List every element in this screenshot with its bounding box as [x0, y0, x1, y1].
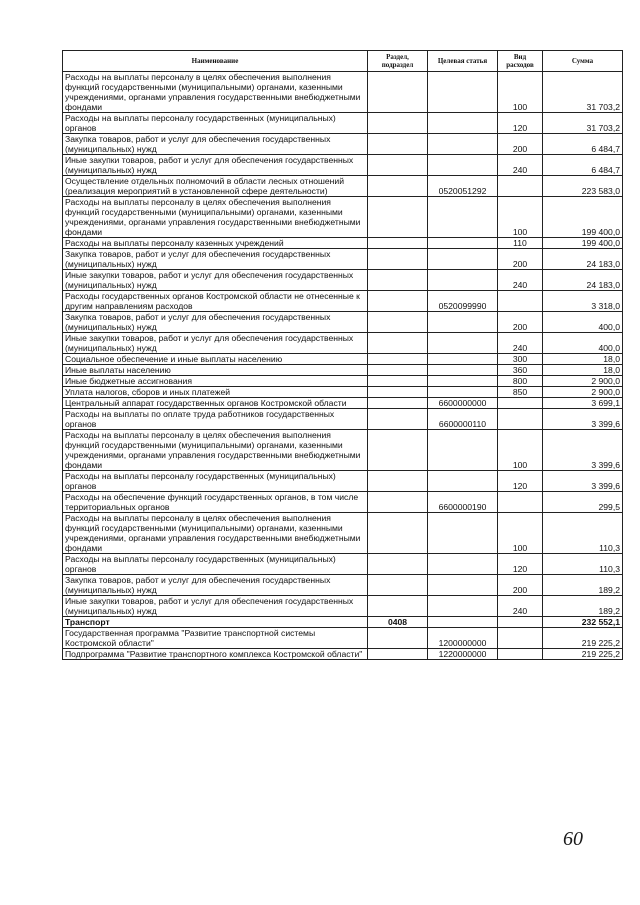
- cell-type: [498, 409, 543, 430]
- cell-target: [428, 155, 498, 176]
- cell-type: 110: [498, 238, 543, 249]
- table-row: [63, 575, 623, 596]
- header-target: Целевая статья: [428, 51, 498, 72]
- cell-sum: 400,0: [543, 333, 623, 354]
- cell-target: [428, 387, 498, 398]
- cell-target: [428, 554, 498, 575]
- cell-type: 360: [498, 365, 543, 376]
- cell-razdel: [368, 596, 428, 617]
- cell-sum: 189,2: [543, 575, 623, 596]
- cell-sum: 400,0: [543, 312, 623, 333]
- cell-sum: 18,0: [543, 365, 623, 376]
- cell-type: 240: [498, 155, 543, 176]
- cell-name: Расходы на выплаты персоналу в целях обеспечения выполнения функций государственными (муниципальными) органами, казенными учреждениями, органами управления государственными внебюджетными фондами: [63, 197, 368, 238]
- cell-target: 0520051292: [428, 176, 498, 197]
- cell-type: 100: [498, 430, 543, 471]
- cell-sum: 6 484,7: [543, 134, 623, 155]
- cell-sum: 2 900,0: [543, 387, 623, 398]
- cell-sum: 199 400,0: [543, 197, 623, 238]
- cell-type: [498, 398, 543, 409]
- cell-target: [428, 354, 498, 365]
- cell-type: [498, 492, 543, 513]
- cell-type: 800: [498, 376, 543, 387]
- table-row: [63, 155, 623, 176]
- cell-target: [428, 113, 498, 134]
- table-row: [63, 649, 623, 660]
- cell-razdel: [368, 398, 428, 409]
- table-row: [63, 398, 623, 409]
- table-row: [63, 596, 623, 617]
- cell-target: [428, 596, 498, 617]
- table-row: [63, 387, 623, 398]
- cell-target: 1200000000: [428, 628, 498, 649]
- cell-razdel: [368, 354, 428, 365]
- cell-target: [428, 376, 498, 387]
- cell-type: 100: [498, 513, 543, 554]
- cell-razdel: [368, 430, 428, 471]
- cell-name: Социальное обеспечение и иные выплаты населению: [63, 354, 368, 365]
- cell-sum: 31 703,2: [543, 113, 623, 134]
- cell-name: Расходы на выплаты персоналу государственных (муниципальных) органов: [63, 554, 368, 575]
- cell-sum: 18,0: [543, 354, 623, 365]
- cell-sum: 223 583,0: [543, 176, 623, 197]
- cell-name: Иные закупки товаров, работ и услуг для обеспечения государственных (муниципальных) нужд: [63, 596, 368, 617]
- header-row: [63, 51, 623, 72]
- table-row: [63, 333, 623, 354]
- cell-razdel: [368, 471, 428, 492]
- cell-name: Иные закупки товаров, работ и услуг для обеспечения государственных (муниципальных) нужд: [63, 155, 368, 176]
- cell-razdel: [368, 134, 428, 155]
- table-row: [63, 554, 623, 575]
- cell-name: Закупка товаров, работ и услуг для обеспечения государственных (муниципальных) нужд: [63, 134, 368, 155]
- cell-target: 6600000190: [428, 492, 498, 513]
- cell-name: Закупка товаров, работ и услуг для обеспечения государственных (муниципальных) нужд: [63, 249, 368, 270]
- cell-type: 240: [498, 270, 543, 291]
- cell-name: Иные бюджетные ассигнования: [63, 376, 368, 387]
- cell-name: Подпрограмма "Развитие транспортного комплекса Костромской области": [63, 649, 368, 660]
- cell-razdel: [368, 72, 428, 113]
- cell-sum: 189,2: [543, 596, 623, 617]
- cell-name: Осуществление отдельных полномочий в области лесных отношений (реализация мероприятий в установленной сфере деятельности): [63, 176, 368, 197]
- cell-sum: 110,3: [543, 513, 623, 554]
- cell-target: [428, 617, 498, 628]
- cell-target: [428, 575, 498, 596]
- table-row: [63, 270, 623, 291]
- cell-name: Закупка товаров, работ и услуг для обеспечения государственных (муниципальных) нужд: [63, 312, 368, 333]
- cell-sum: 219 225,2: [543, 649, 623, 660]
- table-row: [63, 376, 623, 387]
- cell-sum: 199 400,0: [543, 238, 623, 249]
- cell-razdel: [368, 270, 428, 291]
- cell-type: 200: [498, 134, 543, 155]
- cell-razdel: [368, 238, 428, 249]
- cell-name: Иные закупки товаров, работ и услуг для обеспечения государственных (муниципальных) нужд: [63, 333, 368, 354]
- table-row: [63, 72, 623, 113]
- cell-sum: 3 399,6: [543, 409, 623, 430]
- cell-name: Расходы на выплаты персоналу государственных (муниципальных) органов: [63, 113, 368, 134]
- cell-razdel: [368, 376, 428, 387]
- cell-target: [428, 72, 498, 113]
- table-row: [63, 365, 623, 376]
- cell-target: 1220000000: [428, 649, 498, 660]
- cell-razdel: [368, 176, 428, 197]
- header-type: Вид расходов: [498, 51, 543, 72]
- cell-razdel: [368, 249, 428, 270]
- cell-name: Расходы на выплаты персоналу в целях обеспечения выполнения функций государственными (муниципальными) органами, казенными учреждениями, органами управления государственными внебюджетными фондами: [63, 513, 368, 554]
- cell-target: [428, 513, 498, 554]
- cell-name: Расходы на выплаты персоналу в целях обеспечения выполнения функций государственными (муниципальными) органами, казенными учреждениями, органами управления государственными внебюджетными фондами: [63, 430, 368, 471]
- table-row: [63, 354, 623, 365]
- cell-razdel: [368, 365, 428, 376]
- cell-type: 200: [498, 312, 543, 333]
- cell-name: Центральный аппарат государственных органов Костромской области: [63, 398, 368, 409]
- cell-target: [428, 365, 498, 376]
- table-row: [63, 430, 623, 471]
- table-row: [63, 113, 623, 134]
- cell-sum: 24 183,0: [543, 249, 623, 270]
- cell-name: Расходы государственных органов Костромской области не отнесенные к другим направлениям расходов: [63, 291, 368, 312]
- cell-razdel: [368, 197, 428, 238]
- cell-type: [498, 617, 543, 628]
- cell-razdel: [368, 492, 428, 513]
- cell-target: [428, 333, 498, 354]
- table-row: [63, 291, 623, 312]
- cell-type: 850: [498, 387, 543, 398]
- cell-sum: 31 703,2: [543, 72, 623, 113]
- cell-razdel: [368, 387, 428, 398]
- cell-type: 120: [498, 471, 543, 492]
- table-row: [63, 197, 623, 238]
- cell-name: Закупка товаров, работ и услуг для обеспечения государственных (муниципальных) нужд: [63, 575, 368, 596]
- cell-sum: 24 183,0: [543, 270, 623, 291]
- cell-razdel: [368, 409, 428, 430]
- table-header: [63, 51, 623, 72]
- cell-type: 100: [498, 197, 543, 238]
- header-name: Наименование: [63, 51, 368, 72]
- cell-name: Иные закупки товаров, работ и услуг для обеспечения государственных (муниципальных) нужд: [63, 270, 368, 291]
- cell-type: 100: [498, 72, 543, 113]
- cell-sum: 3 318,0: [543, 291, 623, 312]
- cell-type: [498, 628, 543, 649]
- cell-name: Транспорт: [63, 617, 368, 628]
- cell-sum: 2 900,0: [543, 376, 623, 387]
- header-razdel: Раздел, подраздел: [368, 51, 428, 72]
- cell-name: Уплата налогов, сборов и иных платежей: [63, 387, 368, 398]
- cell-target: [428, 471, 498, 492]
- table-row: [63, 628, 623, 649]
- table-row: [63, 238, 623, 249]
- cell-type: [498, 291, 543, 312]
- document-page: [62, 50, 622, 660]
- cell-razdel: 0408: [368, 617, 428, 628]
- table-row: [63, 249, 623, 270]
- cell-razdel: [368, 113, 428, 134]
- cell-target: [428, 197, 498, 238]
- table-body: [63, 72, 623, 660]
- cell-razdel: [368, 291, 428, 312]
- table-row: [63, 471, 623, 492]
- cell-sum: 110,3: [543, 554, 623, 575]
- cell-type: 120: [498, 113, 543, 134]
- cell-name: Расходы на обеспечение функций государственных органов, в том числе территориальных органов: [63, 492, 368, 513]
- table-row: [63, 312, 623, 333]
- cell-sum: 299,5: [543, 492, 623, 513]
- cell-name: Иные выплаты населению: [63, 365, 368, 376]
- cell-type: 300: [498, 354, 543, 365]
- cell-target: 6600000110: [428, 409, 498, 430]
- cell-type: 240: [498, 596, 543, 617]
- table-row: [63, 409, 623, 430]
- cell-type: [498, 176, 543, 197]
- cell-target: 0520099990: [428, 291, 498, 312]
- cell-sum: 6 484,7: [543, 155, 623, 176]
- cell-sum: 232 552,1: [543, 617, 623, 628]
- cell-sum: 3 699,1: [543, 398, 623, 409]
- cell-razdel: [368, 628, 428, 649]
- table-row: [63, 134, 623, 155]
- cell-name: Расходы на выплаты персоналу казенных учреждений: [63, 238, 368, 249]
- cell-target: [428, 249, 498, 270]
- cell-name: Расходы на выплаты персоналу государственных (муниципальных) органов: [63, 471, 368, 492]
- cell-razdel: [368, 575, 428, 596]
- cell-type: 200: [498, 575, 543, 596]
- cell-razdel: [368, 333, 428, 354]
- table-row: [63, 176, 623, 197]
- cell-type: 200: [498, 249, 543, 270]
- cell-type: [498, 649, 543, 660]
- cell-sum: 3 399,6: [543, 430, 623, 471]
- cell-sum: 219 225,2: [543, 628, 623, 649]
- budget-table: [62, 50, 623, 660]
- cell-type: 240: [498, 333, 543, 354]
- cell-razdel: [368, 649, 428, 660]
- cell-razdel: [368, 554, 428, 575]
- cell-name: Расходы на выплаты персоналу в целях обеспечения выполнения функций государственными (муниципальными) органами, казенными учреждениями, органами управления государственными внебюджетными фондами: [63, 72, 368, 113]
- page-number: 60: [563, 828, 583, 850]
- cell-target: [428, 270, 498, 291]
- table-row: [63, 513, 623, 554]
- table-row: [63, 492, 623, 513]
- cell-razdel: [368, 155, 428, 176]
- cell-target: [428, 134, 498, 155]
- cell-sum: 3 399,6: [543, 471, 623, 492]
- cell-name: Государственная программа "Развитие транспортной системы Костромской области": [63, 628, 368, 649]
- header-sum: Сумма: [543, 51, 623, 72]
- cell-target: 6600000000: [428, 398, 498, 409]
- table-row: [63, 617, 623, 628]
- cell-razdel: [368, 312, 428, 333]
- cell-target: [428, 238, 498, 249]
- cell-target: [428, 312, 498, 333]
- cell-type: 120: [498, 554, 543, 575]
- cell-name: Расходы на выплаты по оплате труда работников государственных органов: [63, 409, 368, 430]
- cell-target: [428, 430, 498, 471]
- cell-razdel: [368, 513, 428, 554]
